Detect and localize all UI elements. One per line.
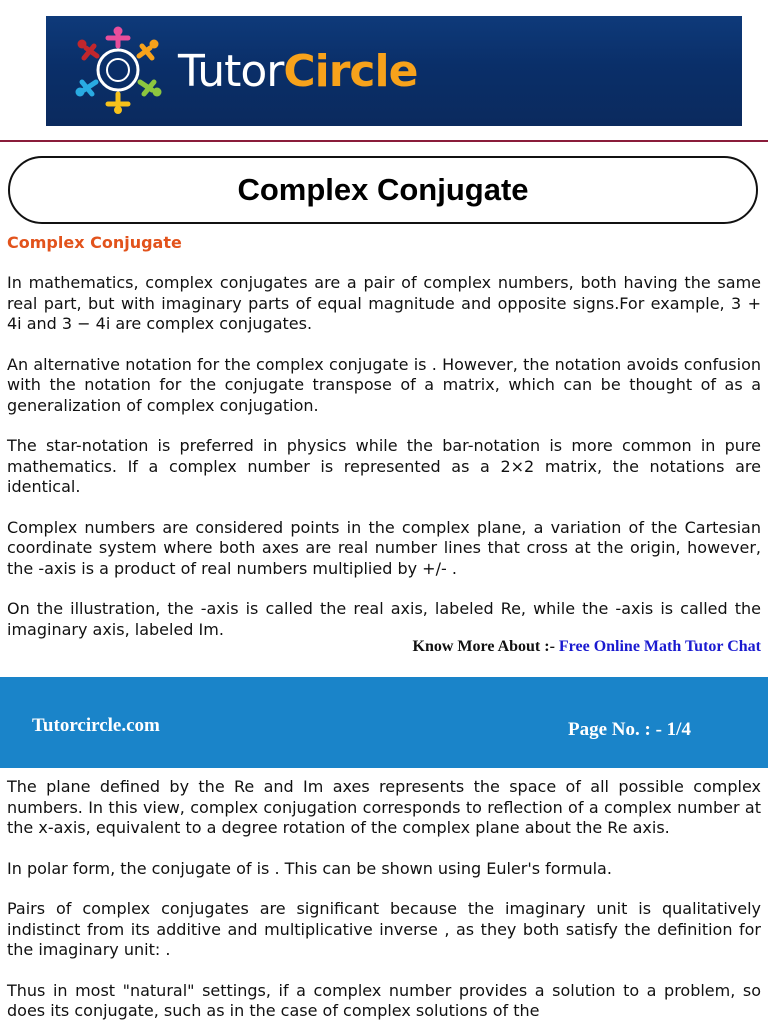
header-banner — [46, 16, 742, 126]
section-heading: Complex Conjugate — [7, 233, 182, 252]
paragraph: On the illustration, the -axis is called the real axis, labeled Re, while the -axis is called the imaginary axis, labeled Im. — [7, 599, 761, 639]
paragraph: In mathematics, complex conjugates are a pair of complex numbers, both having the same real part, but with imaginary parts of equal magnitude and opposite signs.For example, 3 + 4i and 3 − 4i are complex conjugates. — [7, 273, 761, 333]
math-tutor-chat-link[interactable]: Free Online Math Tutor Chat — [558, 638, 761, 655]
brand-wordmark — [178, 46, 417, 98]
know-more-line — [413, 638, 761, 656]
paragraph: Thus in most "natural" settings, if a complex number provides a solution to a problem, so does its conjugate, such as in the case of complex solutions of the — [7, 980, 761, 1020]
paragraph: The star-notation is preferred in physics while the bar-notation is more common in pure mathematics. If a complex number is represented as a 2×2 matrix, the notations are identical. — [7, 436, 761, 496]
page-footer-band — [0, 677, 768, 768]
logo-text-tutor: Tutor — [178, 46, 284, 97]
page-number: Page No. : - 1/4 — [568, 719, 691, 740]
site-name: Tutorcircle.com — [32, 715, 160, 736]
logo-text-circle: Circle — [283, 46, 418, 97]
paragraph: Pairs of complex conjugates are significant because the imaginary unit is qualitatively indistinct from its additive and multiplicative inverse , as they both satisfy the definition for the imaginary unit: . — [7, 899, 761, 959]
paragraph: The plane defined by the Re and Im axes represents the space of all possible complex numbers. In this view, complex conjugation corresponds to reflection of a complex number at the x-axis, equivalent to a degree rotation of the complex plane about the Re axis. — [7, 777, 761, 837]
paragraph: An alternative notation for the complex conjugate is . However, the notation avoids confusion with the notation for the conjugate transpose of a matrix, which can be thought of as a generalization of complex conjugation. — [7, 354, 761, 415]
title-box — [8, 156, 758, 224]
paragraph: Complex numbers are considered points in the complex plane, a variation of the Cartesian coordinate system where both axes are real number lines that cross at the origin, however, the -axis is a product of real numbers multiplied by +/- . — [7, 517, 761, 578]
know-more-label: Know More About :- — [412, 638, 559, 655]
page-title: Complex Conjugate — [237, 172, 529, 207]
header-divider — [0, 140, 768, 142]
tutorcircle-logo-icon — [72, 26, 164, 114]
page-2-body — [7, 777, 761, 1022]
paragraph: In polar form, the conjugate of is . This can be shown using Euler's formula. — [7, 858, 612, 878]
page-1-body — [7, 273, 761, 640]
